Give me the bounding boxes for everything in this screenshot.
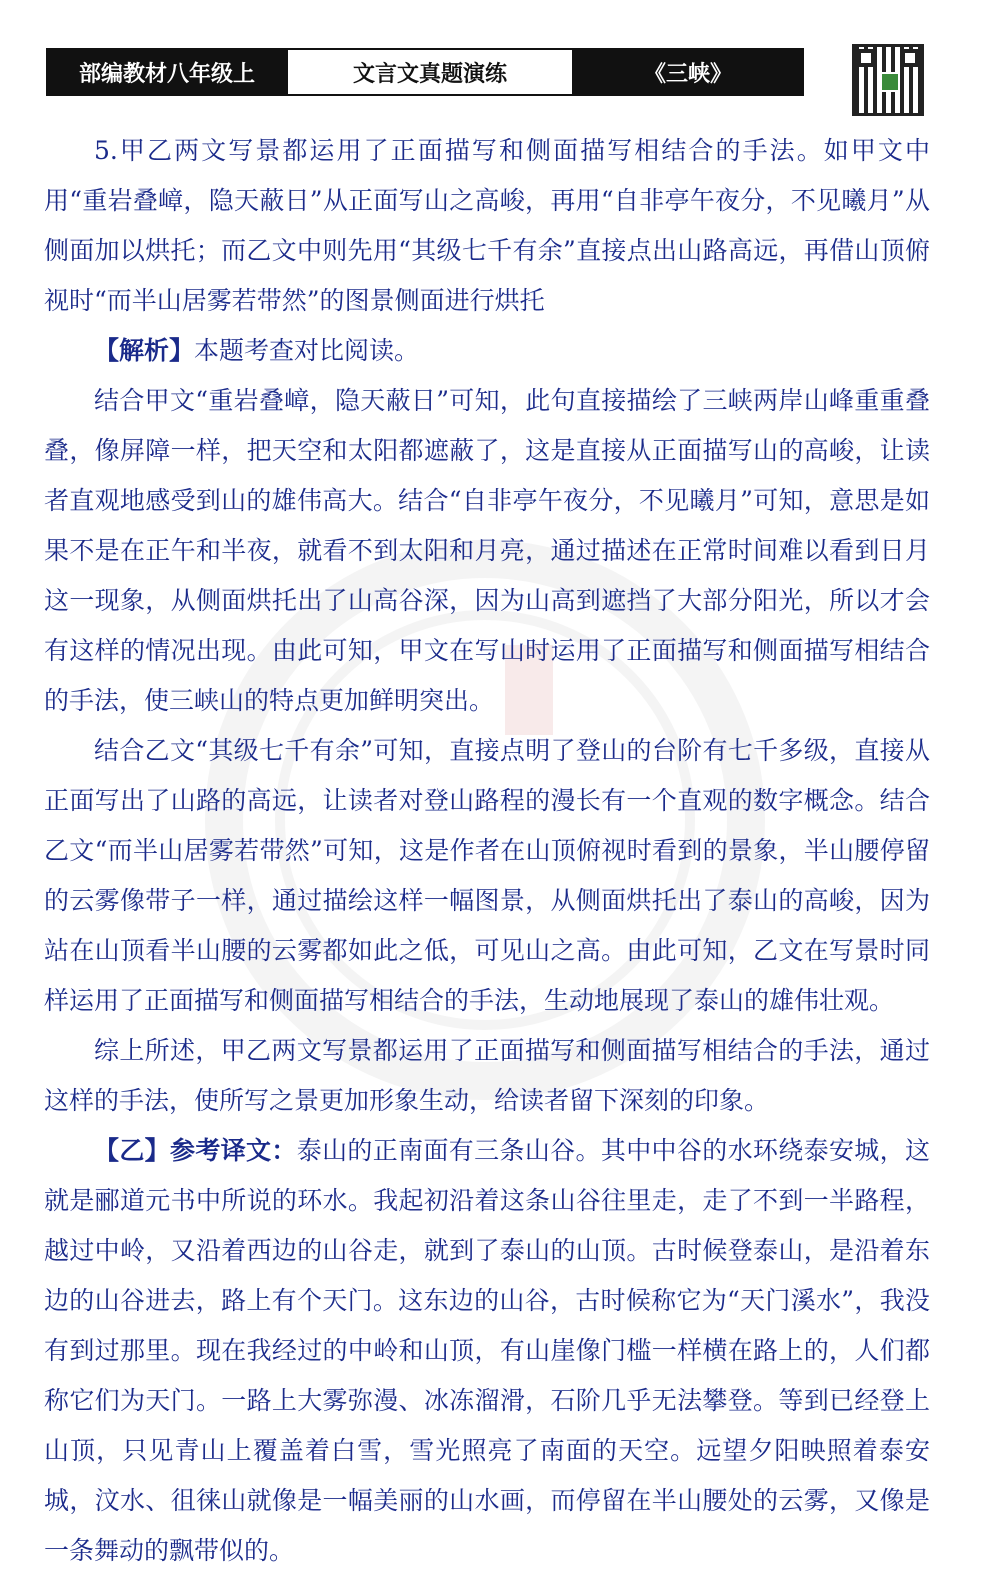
analysis-tag: 【解析】	[94, 336, 195, 365]
header-bar	[46, 48, 804, 96]
analysis-line	[44, 326, 930, 376]
qr-code-icon[interactable]	[852, 44, 924, 116]
header-textbook-label: 部编教材八年级上	[48, 50, 286, 94]
header-section-title: 文言文真题演练	[286, 50, 574, 94]
document-body	[44, 126, 930, 1576]
analysis-text: 本题考查对比阅读。	[194, 336, 420, 365]
analysis-paragraph-2: 结合乙文“其级七千有余”可知，直接点明了登山的台阶有七千多级，直接从正面写出了山路的高远，让读者对登山路程的漫长有一个直观的数字概念。结合乙文“而半山居雾若带然”可知，这是作者在山顶俯视时看到的景象，半山腰停留的云雾像带子一样，通过描绘这样一幅图景，从侧面烘托出了泰山的高峻，因为站在山顶看半山腰的云雾都如此之低，可见山之高。由此可知，乙文在写景时同样运用了正面描写和侧面描写相结合的手法，生动地展现了泰山的雄伟壮观。	[44, 736, 930, 1015]
translation-text: 泰山的正南面有三条山谷。其中中谷的水环绕泰安城，这就是郦道元书中所说的环水。我起初沿着这条山谷往里走，走了不到一半路程，越过中岭，又沿着西边的山谷走，就到了泰山的山顶。古时候登泰山，是沿着东边的山谷进去，路上有个天门。这东边的山谷，古时候称它为“天门溪水”，我没有到过那里。现在我经过的中岭和山顶，有山崖像门槛一样横在路上的，人们都称它们为天门。一路上大雾弥漫、冰冻溜滑，石阶几乎无法攀登。等到已经登上山顶，只见青山上覆盖着白雪，雪光照亮了南面的天空。远望夕阳映照着泰安城，汶水、徂徕山就像是一幅美丽的山水画，而停留在半山腰处的云雾，又像是一条舞动的飘带似的。	[44, 1136, 930, 1565]
header-lesson-title: 《三峡》	[574, 50, 802, 94]
translation-tag: 【乙】参考译文：	[94, 1136, 297, 1165]
answer-5: 5.甲乙两文写景都运用了正面描写和侧面描写相结合的手法。如甲文中用“重岩叠嶂，隐天蔽日”从正面写山之高峻，再用“自非亭午夜分，不见曦月”从侧面加以烘托；而乙文中则先用“其级七千有余”直接点出山路高远，再借山顶俯视时“而半山居雾若带然”的图景侧面进行烘托	[44, 136, 930, 315]
analysis-paragraph-3: 综上所述，甲乙两文写景都运用了正面描写和侧面描写相结合的手法，通过这样的手法，使所写之景更加形象生动，给读者留下深刻的印象。	[44, 1036, 930, 1115]
qr-logo	[880, 72, 900, 92]
translation-paragraph	[44, 1126, 930, 1576]
analysis-paragraph-1: 结合甲文“重岩叠嶂，隐天蔽日”可知，此句直接描绘了三峡两岸山峰重重叠叠，像屏障一样，把天空和太阳都遮蔽了，这是直接从正面描写山的高峻，让读者直观地感受到山的雄伟高大。结合“自非亭午夜分，不见曦月”可知，意思是如果不是在正午和半夜，就看不到太阳和月亮，通过描述在正常时间难以看到日月这一现象，从侧面烘托出了山高谷深，因为山高到遮挡了大部分阳光，所以才会有这样的情况出现。由此可知，甲文在写山时运用了正面描写和侧面描写相结合的手法，使三峡山的特点更加鲜明突出。	[44, 386, 930, 715]
